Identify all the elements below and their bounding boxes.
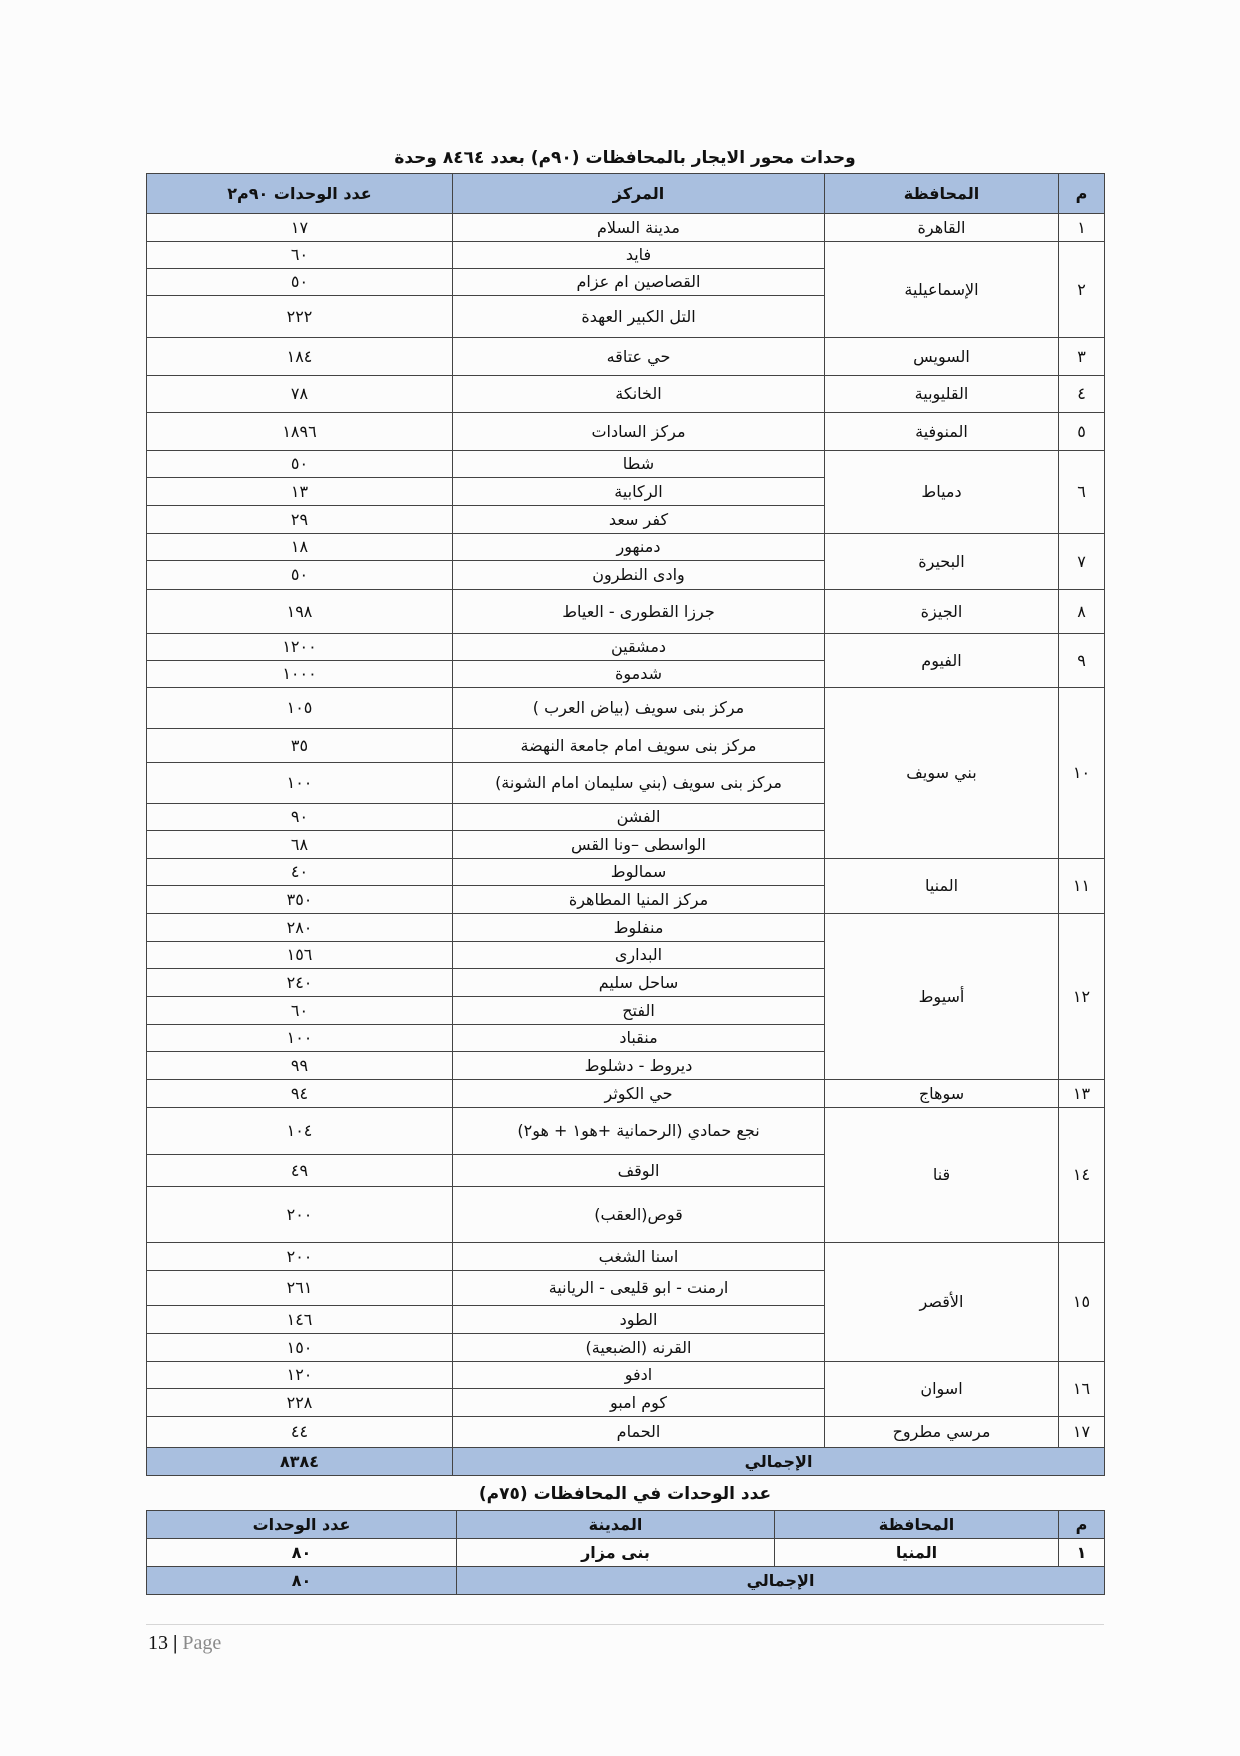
rental-units-90m-table	[146, 173, 1105, 1476]
row-units: ١٠٠	[147, 763, 453, 804]
row-center: ارمنت - ابو قليعى - الريانية	[453, 1271, 825, 1306]
page-word: Page	[182, 1632, 222, 1654]
header-city: المدينة	[457, 1511, 775, 1539]
row-governorate: القليوبية	[825, 376, 1059, 413]
page-number: 13	[148, 1632, 168, 1654]
row-units: ٥٠	[147, 561, 453, 590]
row-governorate: اسوان	[825, 1362, 1059, 1417]
header-governorate: المحافظة	[775, 1511, 1059, 1539]
table-row	[147, 451, 1105, 478]
row-num: ١٠	[1059, 688, 1105, 859]
row-center: ادفو	[453, 1362, 825, 1389]
table-row	[147, 859, 1105, 886]
row-num: ٩	[1059, 634, 1105, 688]
row-units: ١٤٦	[147, 1306, 453, 1334]
row-center: الركابية	[453, 478, 825, 506]
row-units: ١٨	[147, 534, 453, 561]
row-center: جرزا القطورى - العياط	[453, 590, 825, 634]
row-center: قوص(العقب)	[453, 1187, 825, 1243]
table1-body	[147, 214, 1105, 1448]
row-units: ٢٢٨	[147, 1389, 453, 1417]
row-center: مركز المنيا المطاهرة	[453, 886, 825, 914]
table-row	[147, 688, 1105, 729]
row-units: ٦٠	[147, 997, 453, 1025]
row-units: ٢٠٠	[147, 1187, 453, 1243]
row-governorate: الأقصر	[825, 1243, 1059, 1362]
row-governorate: المنيا	[775, 1539, 1059, 1567]
row-num: ٣	[1059, 338, 1105, 376]
row-units: ٦٠	[147, 242, 453, 269]
table-header-row	[147, 174, 1105, 214]
row-governorate: دمياط	[825, 451, 1059, 534]
row-num: ١٥	[1059, 1243, 1105, 1362]
table-row	[147, 413, 1105, 451]
table2-title: عدد الوحدات في المحافظات (٧٥م)	[478, 1484, 772, 1504]
row-center: حي الكوثر	[453, 1080, 825, 1108]
total-label: الإجمالي	[453, 1448, 1105, 1476]
row-units: ٥٠	[147, 451, 453, 478]
row-units: ٨٠	[147, 1539, 457, 1567]
row-governorate: أسيوط	[825, 914, 1059, 1080]
table-row	[147, 590, 1105, 634]
row-units: ١٩٨	[147, 590, 453, 634]
row-center: الخانكة	[453, 376, 825, 413]
header-governorate: المحافظة	[825, 174, 1059, 214]
row-center: مركز السادات	[453, 413, 825, 451]
row-center: شطا	[453, 451, 825, 478]
row-city: بنى مزار	[457, 1539, 775, 1567]
table-row	[147, 376, 1105, 413]
total-label: الإجمالي	[457, 1567, 1105, 1595]
table-row	[147, 914, 1105, 942]
row-units: ١٠٥	[147, 688, 453, 729]
row-governorate: قنا	[825, 1108, 1059, 1243]
table-row	[147, 1539, 1105, 1567]
header-units: عدد الوحدات	[147, 1511, 457, 1539]
row-center: القرنه (الضبعية)	[453, 1334, 825, 1362]
row-governorate: المنيا	[825, 859, 1059, 914]
row-units: ٢٨٠	[147, 914, 453, 942]
header-center: المركز	[453, 174, 825, 214]
row-governorate: سوهاج	[825, 1080, 1059, 1108]
row-center: كوم امبو	[453, 1389, 825, 1417]
row-center: الوقف	[453, 1155, 825, 1187]
row-num: ٧	[1059, 534, 1105, 590]
row-num: ١	[1059, 214, 1105, 242]
row-num: ١٣	[1059, 1080, 1105, 1108]
row-center: ديروط - دشلوط	[453, 1052, 825, 1080]
row-num: ٥	[1059, 413, 1105, 451]
page-footer	[148, 1632, 221, 1655]
row-center: مركز بنى سويف (بياض العرب )	[453, 688, 825, 729]
row-center: الواسطى –ونا القس	[453, 831, 825, 859]
row-center: التل الكبير العهدة	[453, 296, 825, 338]
total-value: ٨٣٨٤	[147, 1448, 453, 1476]
row-num: ١	[1059, 1539, 1105, 1567]
row-center: دمشقين	[453, 634, 825, 661]
row-units: ٤٤	[147, 1417, 453, 1448]
row-center: الفتح	[453, 997, 825, 1025]
row-units: ٩٤	[147, 1080, 453, 1108]
table-row	[147, 534, 1105, 561]
row-center: سمالوط	[453, 859, 825, 886]
row-units: ١٣	[147, 478, 453, 506]
header-num: م	[1059, 1511, 1105, 1539]
row-units: ٩٩	[147, 1052, 453, 1080]
row-center: ساحل سليم	[453, 969, 825, 997]
row-units: ١٨٤	[147, 338, 453, 376]
row-units: ٢٢٢	[147, 296, 453, 338]
row-units: ٥٠	[147, 269, 453, 296]
table-row	[147, 338, 1105, 376]
row-governorate: البحيرة	[825, 534, 1059, 590]
row-units: ٢٤٠	[147, 969, 453, 997]
table-row	[147, 214, 1105, 242]
row-num: ١٦	[1059, 1362, 1105, 1417]
row-center: الطود	[453, 1306, 825, 1334]
total-row	[147, 1567, 1105, 1595]
row-num: ١٢	[1059, 914, 1105, 1080]
row-governorate: القاهرة	[825, 214, 1059, 242]
row-units: ١٢٠	[147, 1362, 453, 1389]
row-units: ٤٠	[147, 859, 453, 886]
footer-divider	[146, 1624, 1104, 1625]
row-center: الفشن	[453, 804, 825, 831]
row-center: مدينة السلام	[453, 214, 825, 242]
row-units: ٢٠٠	[147, 1243, 453, 1271]
row-units: ١٥٠	[147, 1334, 453, 1362]
row-governorate: السويس	[825, 338, 1059, 376]
row-center: نجع حمادي (الرحمانية +هو١ + هو٢)	[453, 1108, 825, 1155]
row-units: ١٧	[147, 214, 453, 242]
row-center: دمنهور	[453, 534, 825, 561]
table-row	[147, 634, 1105, 661]
row-center: فايد	[453, 242, 825, 269]
row-center: منقباد	[453, 1025, 825, 1052]
table-row	[147, 1108, 1105, 1155]
row-units: ٢٩	[147, 506, 453, 534]
row-units: ٢٦١	[147, 1271, 453, 1306]
table-row	[147, 1362, 1105, 1389]
row-center: مركز بنى سويف (بني سليمان امام الشونة)	[453, 763, 825, 804]
row-units: ١٠٤	[147, 1108, 453, 1155]
row-governorate: المنوفية	[825, 413, 1059, 451]
row-num: ١٤	[1059, 1108, 1105, 1243]
table-row	[147, 1080, 1105, 1108]
row-num: ٤	[1059, 376, 1105, 413]
row-center: القصاصين ام عزام	[453, 269, 825, 296]
row-units: ١٢٠٠	[147, 634, 453, 661]
page-separator: |	[173, 1632, 178, 1654]
row-governorate: بني سويف	[825, 688, 1059, 859]
row-governorate: مرسي مطروح	[825, 1417, 1059, 1448]
row-center: شدموة	[453, 661, 825, 688]
row-governorate: الفيوم	[825, 634, 1059, 688]
row-center: مركز بنى سويف امام جامعة النهضة	[453, 729, 825, 763]
total-value: ٨٠	[147, 1567, 457, 1595]
row-governorate: الإسماعيلية	[825, 242, 1059, 338]
header-num: م	[1059, 174, 1105, 214]
table1-title: وحدات محور الايجار بالمحافظات (٩٠م) بعدد ٨٤٦٤ وحدة	[394, 148, 856, 168]
row-units: ١٥٦	[147, 942, 453, 969]
row-num: ٢	[1059, 242, 1105, 338]
row-center: كفر سعد	[453, 506, 825, 534]
row-units: ٧٨	[147, 376, 453, 413]
row-governorate: الجيزة	[825, 590, 1059, 634]
row-num: ١٧	[1059, 1417, 1105, 1448]
row-center: اسنا الشغب	[453, 1243, 825, 1271]
row-units: ٩٠	[147, 804, 453, 831]
row-center: البدارى	[453, 942, 825, 969]
row-units: ٣٥٠	[147, 886, 453, 914]
row-units: ١٠٠٠	[147, 661, 453, 688]
row-center: وادى النطرون	[453, 561, 825, 590]
row-center: منفلوط	[453, 914, 825, 942]
row-units: ٤٩	[147, 1155, 453, 1187]
row-num: ٨	[1059, 590, 1105, 634]
row-units: ٦٨	[147, 831, 453, 859]
row-units: ١٨٩٦	[147, 413, 453, 451]
table-header-row	[147, 1511, 1105, 1539]
row-center: الحمام	[453, 1417, 825, 1448]
table-row	[147, 1243, 1105, 1271]
table-row	[147, 1417, 1105, 1448]
header-units: عدد الوحدات ٩٠م٢	[147, 174, 453, 214]
total-row	[147, 1448, 1105, 1476]
row-units: ١٠٠	[147, 1025, 453, 1052]
units-75m-table	[146, 1510, 1105, 1595]
row-units: ٣٥	[147, 729, 453, 763]
table-row	[147, 242, 1105, 269]
row-num: ٦	[1059, 451, 1105, 534]
row-center: حي عتاقه	[453, 338, 825, 376]
row-num: ١١	[1059, 859, 1105, 914]
